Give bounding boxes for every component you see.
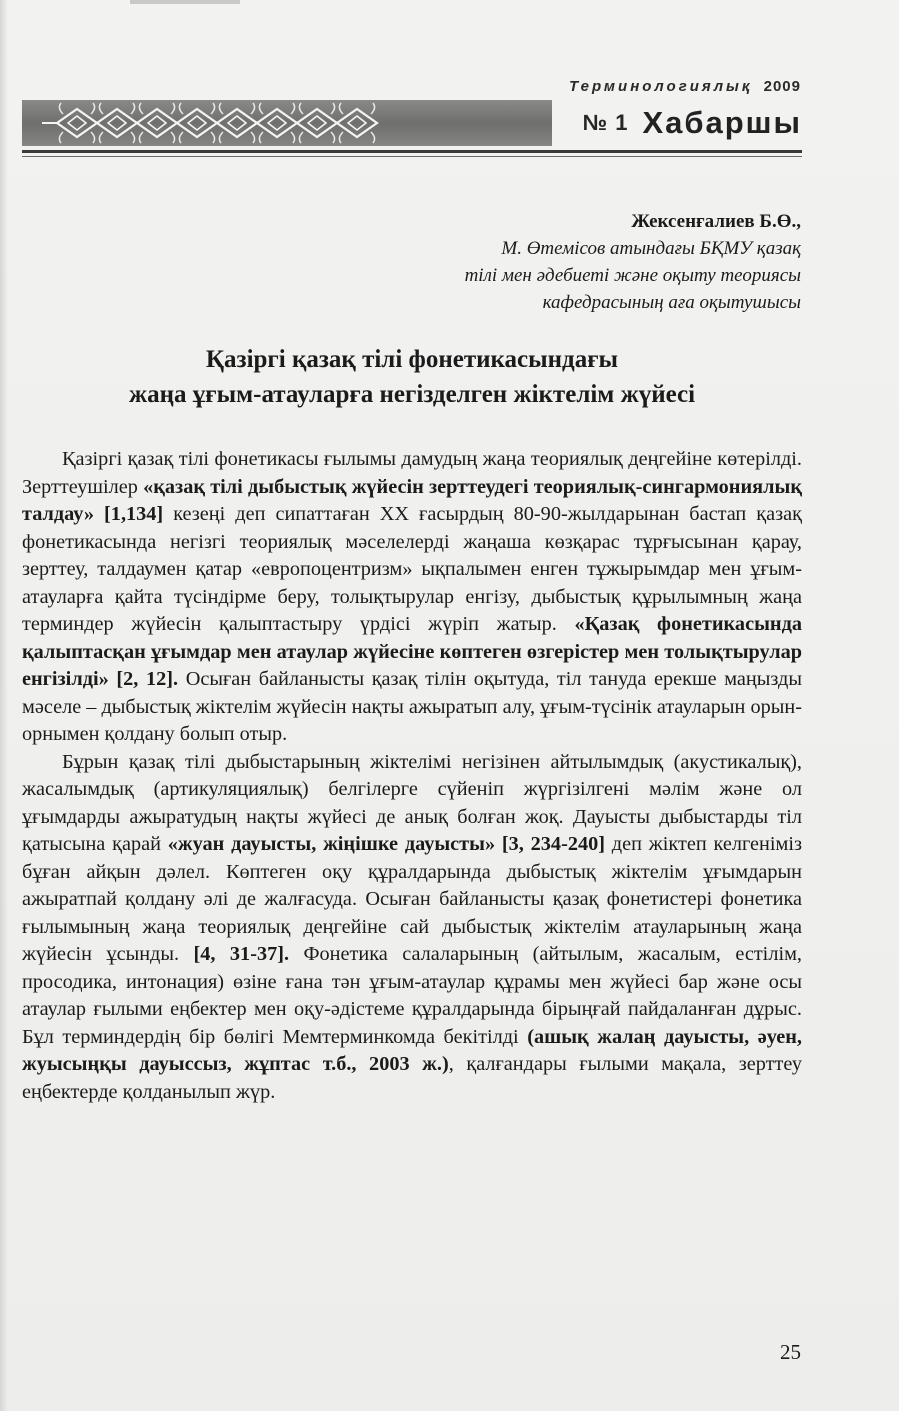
article-title-line: Қазіргі қазақ тілі фонетикасындағы: [205, 346, 619, 373]
bold-quote: «қазақ тілі дыбыстық жүйесін зерттеудегі теориялық-сингармониялық талдау» [1,134]: [22, 475, 803, 525]
author-affiliation-line: М. Өтемісов атындағы БҚМУ қазақ: [501, 238, 801, 259]
text-run: кезеңі деп сипаттаған XX ғасырдың 80-90-жылдарынан бастап қазақ фонетикасында негізгі теориялық мәселелерді жаңаша көзқарас тұрғысынан қарау, зерттеу, талдаумен қатар «европоцентризм» ықпалымен енген тұжырымдар мен ұғым-атауларға қайта түсіндірме беру, толықтырулар енгізу, дыбыстық құрылымның жаңа терминдер жүйесін қалыптастыру үрдісі жүріп жатыр.: [22, 503, 802, 635]
ornament-motif: [177, 103, 217, 143]
bold-quote: «жуан дауысты, жіңішке дауысты» [3, 234-240]: [167, 833, 605, 855]
author-block: [281, 208, 801, 316]
issue-block: [562, 100, 802, 146]
author-affiliation-line: кафедрасының аға оқытушысы: [542, 292, 801, 313]
ornament-motif: [137, 103, 177, 143]
ornament-motif: [297, 103, 337, 143]
text-run: Фонетика салаларының (айтылым, жасалым, естілім, просодика, интонация) өзіне ғана тән ұғым-атаулар құрамы мен жүйесі бар және осы атаулар ғылыми еңбектер мен оқу-әдістеме құралдарында бірыңғай пайдаланған дұрыс. Бұл терминдердің бір бөлігі Мемтерминкомда бекітілді: [22, 943, 802, 1048]
header-rule-thick: [22, 150, 802, 153]
text-run: деп жіктеп келгеніміз бұған айқын дәлел. Көптеген оқу құралдарында дыбыстық жіктелім ұғымдарын ажыратпай қолдану әлі де жалғасуда. Осыған байланысты қазақ фонетистері фонетика ғылымының жаңа теориялық деңгейіне сай дыбыстық жіктелім атауларының жаңа жүйесін ұсынды.: [22, 833, 802, 965]
header-rule-thin: [22, 156, 802, 157]
author-affiliation-line: тілі мен әдебиеті және оқыту теориясы: [464, 265, 801, 286]
article-body: [22, 446, 802, 1106]
ornament-motif: [97, 103, 137, 143]
text-run: , қалғандары ғылыми мақала, зерттеу еңбектерде қолданылып жүр.: [22, 1053, 802, 1103]
bold-quote: [4, 31-37].: [193, 943, 290, 965]
ornament-motif: [57, 103, 97, 143]
ornament-band: [22, 100, 552, 146]
ornament-motif: [337, 103, 377, 143]
article-title: [22, 342, 802, 412]
bold-quote: (ашық жалаң дауысты, әуен, жуысыңқы дауыссыз, жұптас т.б., 2003 ж.): [22, 1025, 802, 1075]
bold-quote: «Қазақ фонетикасында қалыптасқан ұғымдар мен атаулар жүйесіне көптеген өзгерістер мен толықтырулар енгізілді» [2, 12].: [22, 613, 802, 690]
journal-year: 2009: [763, 78, 801, 95]
text-run: Осыған байланысты қазақ тілін оқытуда, тіл тануда ерекше маңызды мәселе – дыбыстық жіктелім жүйесін нақты ажыратып алу, ұғым-түсінік атауларын орын-орнымен қолдану болып отыр.: [22, 668, 802, 745]
kazakh-ornament-icon: [22, 100, 552, 146]
binding-shadow: [0, 0, 8, 1411]
article-title-line: жаңа ұғым-атауларға негізделген жіктелім жүйесі: [128, 381, 696, 408]
body-paragraph: [22, 749, 802, 1107]
ornament-motif: [257, 103, 297, 143]
issue-title: Хабаршы: [642, 105, 802, 140]
journal-name: Терминологиялық: [569, 78, 753, 95]
author-name: Жексенғалиев Б.Ө.,: [631, 211, 801, 232]
scan-mark: [130, 0, 240, 4]
issue-number: № 1: [582, 110, 629, 135]
ornament-motif: [217, 103, 257, 143]
page-number: 25: [780, 1340, 801, 1364]
journal-running-head: [569, 78, 801, 95]
text-run: Қазіргі қазақ тілі фонетикасы ғылымы дамудың жаңа теориялық деңгейіне көтерілді. Зерттеушілер: [22, 448, 802, 498]
body-paragraph: [22, 446, 802, 749]
text-run: Бұрын қазақ тілі дыбыстарының жіктелімі негізінен айтылымдық (акустикалық), жасалымдық (артикуляциялық) белгілерге сүйеніп жүргізілгені мәлім және ол ұғымдарды ажыратудың нақты жүйесі де анық болған жоқ. Дауысты дыбыстарды тіл қатысына қарай: [22, 750, 802, 855]
header-banner: [22, 100, 802, 146]
